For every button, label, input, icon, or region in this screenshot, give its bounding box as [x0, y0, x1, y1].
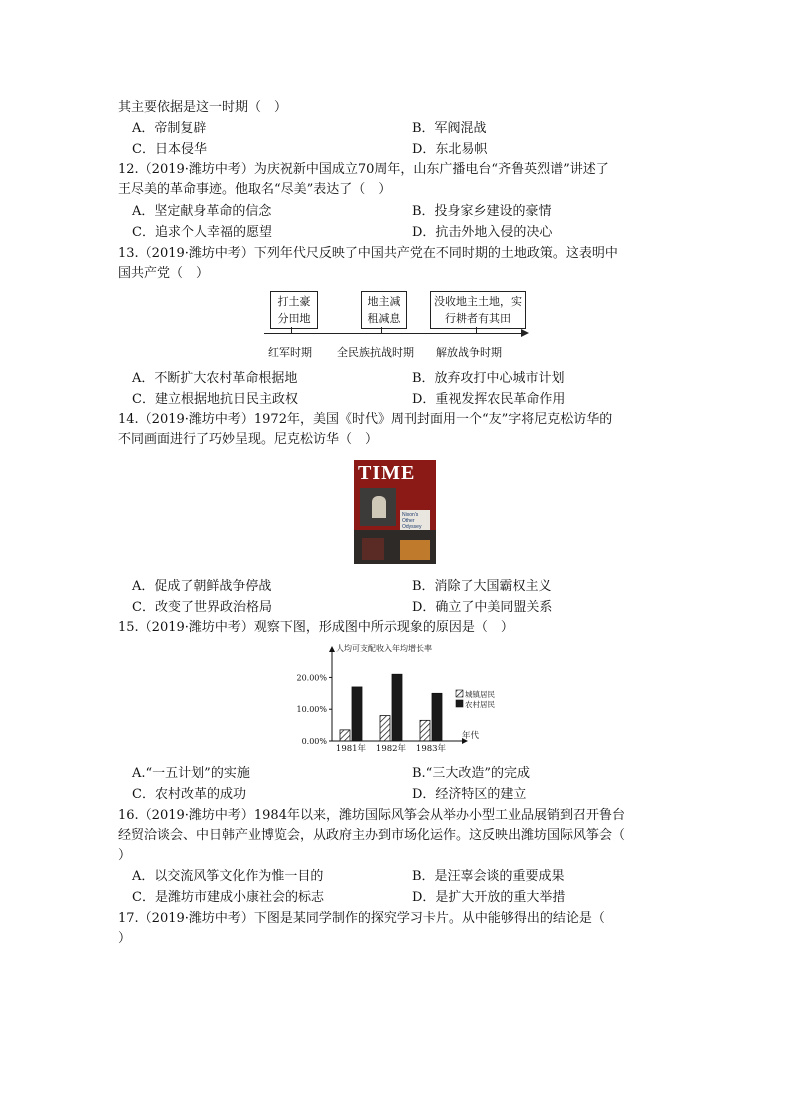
timeline-box-text: 分田地 [277, 312, 311, 325]
chart-x-tick-label: 1981年 [335, 744, 367, 754]
q14-option-b: B．消除了大国霸权主义 [412, 579, 552, 594]
income-growth-chart [290, 642, 495, 760]
q16-stem-line3: ） [118, 848, 132, 863]
chart-y-tick-label: 0.00% [301, 737, 327, 746]
q14-option-a: A．促成了朝鲜战争停战 [132, 579, 272, 594]
chart-bar-urban [420, 720, 430, 741]
timeline-box-text: 没收地主土地，实 [434, 295, 522, 308]
q11-option-b: B．军阀混战 [412, 121, 487, 136]
q11-stem: 其主要依据是这一时期（ ） [118, 100, 288, 115]
chart-x-tick-label: 1983年 [415, 744, 447, 754]
chart-legend-label: 农村居民 [465, 700, 495, 709]
timeline-box-text: 租减息 [367, 312, 401, 325]
q16-option-a: A．以交流风筝文化作为惟一目的 [132, 869, 324, 884]
income-growth-chart-svg [290, 642, 495, 760]
q16-stem-line2: 经贸洽谈会、中日韩产业博览会，从政府主办到市场化运作。这反映出潍坊国际风筝会（ [118, 828, 626, 843]
timeline-box-liberation [430, 291, 526, 329]
cover-photo-performers [400, 540, 430, 560]
timeline-tick [381, 327, 382, 333]
q11-option-d: D．东北易帜 [412, 142, 488, 157]
q12-option-a: A．坚定献身革命的信念 [132, 204, 272, 219]
timeline-box-red-army [270, 291, 318, 329]
chart-bar-rural [432, 693, 442, 741]
timeline-period-label: 红军时期 [268, 346, 312, 359]
timeline-box-anti-japanese [361, 291, 407, 329]
q12-stem-line2: 王尽美的革命事迹。他取名“尽美”表达了（ ） [118, 182, 392, 197]
q15-option-d: D．经济特区的建立 [412, 787, 527, 802]
chart-y-arrow-icon [329, 646, 335, 652]
chart-legend-swatch [456, 690, 463, 697]
q13-option-d: D．重视发挥农民革命作用 [412, 392, 566, 407]
q16-option-c: C．是潍坊市建成小康社会的标志 [132, 890, 324, 905]
chart-y-tick-label: 10.00% [296, 705, 327, 715]
q12-option-b: B．投身家乡建设的豪情 [412, 204, 552, 219]
timeline-arrow-icon [521, 329, 529, 337]
q14-option-d: D．确立了中美同盟关系 [412, 600, 553, 615]
q14-stem-line1: 14.（2019·潍坊中考）1972年，美国《时代》周刊封面用一个“友”字将尼克松访华的 [118, 412, 613, 427]
q11-option-c: C．日本侵华 [132, 142, 207, 157]
q13-option-a: A．不断扩大农村革命根据地 [132, 371, 298, 386]
cover-photo-crowd [362, 538, 384, 560]
q14-stem-line2: 不同画面进行了巧妙呈现。尼克松访华（ ） [118, 432, 379, 447]
q13-option-b: B．放弃攻打中心城市计划 [412, 371, 565, 386]
chart-x-label: 年代 [462, 731, 480, 741]
cover-photo-figure [372, 496, 386, 518]
chart-y-tick-label: 20.00% [296, 673, 327, 683]
timeline-period-label: 解放战争时期 [436, 346, 502, 359]
q11-option-a: A．帝制复辟 [132, 121, 207, 136]
q14-option-c: C．改变了世界政治格局 [132, 600, 272, 615]
q12-option-d: D．抗击外地入侵的决心 [412, 225, 553, 240]
timeline-tick [476, 327, 477, 333]
q17-stem-line2: ） [118, 931, 132, 946]
q15-option-c: C．农村改革的成功 [132, 787, 246, 802]
chart-title: 人均可支配收入年均增长率 [336, 644, 432, 653]
q17-stem-line1: 17.（2019·潍坊中考）下图是某同学制作的探究学习卡片。从中能够得出的结论是（ [118, 911, 605, 926]
timeline-axis [264, 333, 522, 334]
cover-masthead: TIME [358, 462, 416, 484]
q13-stem-line1: 13.（2019·潍坊中考）下列年代尺反映了中国共产党在不同时期的土地政策。这表明中 [118, 246, 618, 261]
q15-option-b: B.“三大改造”的完成 [412, 766, 530, 781]
timeline-tick [291, 327, 292, 333]
chart-bar-urban [340, 730, 350, 741]
chart-bar-rural [352, 687, 362, 741]
timeline-box-text: 地主减 [367, 295, 401, 308]
q12-stem-line1: 12.（2019·潍坊中考）为庆祝新中国成立70周年，山东广播电台“齐鲁英烈谱”讲述了 [118, 162, 609, 177]
chart-legend-swatch [456, 700, 463, 707]
q12-option-c: C．追求个人幸福的愿望 [132, 225, 272, 240]
q16-option-b: B．是汪辜会谈的重要成果 [412, 869, 565, 884]
time-magazine-cover [354, 460, 436, 564]
chart-x-tick-label: 1982年 [375, 744, 407, 754]
q13-option-c: C．建立根据地抗日民主政权 [132, 392, 298, 407]
chart-legend-label: 城镇居民 [465, 690, 495, 699]
q16-stem-line1: 16.（2019·潍坊中考）1984年以来，潍坊国际风筝会从举办小型工业品展销到召开鲁台 [118, 808, 625, 823]
chart-bar-urban [380, 716, 390, 741]
cover-caption: Nixon's Other Odyssey [402, 512, 422, 530]
timeline-period-label: 全民族抗战时期 [337, 346, 414, 359]
q15-stem: 15.（2019·潍坊中考）观察下图，形成图中所示现象的原因是（ ） [118, 620, 514, 635]
q15-option-a: A.“一五计划”的实施 [132, 766, 250, 781]
q13-stem-line2: 国共产党（ ） [118, 266, 210, 281]
timeline-box-text: 行耕者有其田 [445, 312, 511, 325]
q16-option-d: D．是扩大开放的重大举措 [412, 890, 566, 905]
timeline-box-text: 打土豪 [277, 295, 311, 308]
chart-bar-rural [392, 674, 402, 741]
